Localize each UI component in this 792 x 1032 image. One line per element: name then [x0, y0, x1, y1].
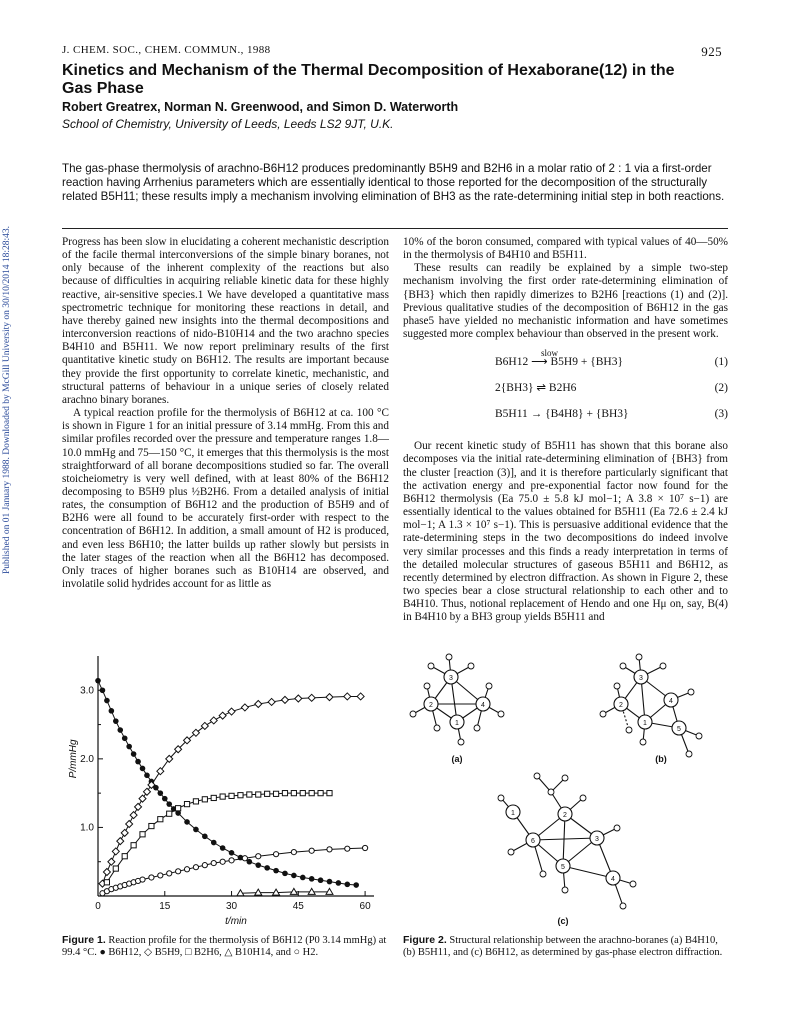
body-paragraph: Our recent kinetic study of B5H11 has shown that this borane also decomposes via the initial rate-determining elimination of {BH3} from the cluster [reaction (3)], and it is therefore particularly significant that the activation energy and pre-exponential factor now found for the B6H12 thermolysis (Ea 75.0 ± 5.8 kJ mol−1; A 3.8 × 10⁷ s−1) are essentially identical to the values obtained for B5H11 (Ea 72.6 ± 2.4 kJ mol−1; A 1.3 × 10⁷ s−1). This is persuasive additional evidence that the rate-determining steps in the two decompositions do indeed involve very similar processes and this finds a ready interpretation in terms of the detailed molecular structures of gaseous B5H11 and B6H12, as recently determined by electron diffraction. As shown in Figure 2, these two species bear a close structural relationship to each other and to B4H10. Thus, notional replacement of Hendo and one Hμ on, say, B(4) in B4H10 by a BH3 group yields B5H11 and: [403, 440, 728, 624]
data-point: [219, 712, 226, 719]
figure-2-label-b: (b): [655, 754, 667, 764]
x-tick-label: 45: [292, 901, 304, 912]
equation: B6H12 ⟶ B5H9 + {BH3}: [495, 356, 623, 369]
equation-rate-label: slow: [541, 348, 559, 359]
data-point: [327, 847, 332, 852]
reaction-profile-plot: [62, 648, 392, 928]
data-point: [176, 869, 181, 874]
body-column-left: [62, 236, 389, 591]
data-point: [104, 698, 110, 704]
data-point: [121, 829, 128, 836]
equation: 2{BH3} ⇌ B2H6: [495, 382, 577, 395]
data-point: [229, 793, 234, 798]
data-point: [242, 856, 247, 861]
data-point: [112, 848, 119, 855]
svg-text:6: 6: [531, 838, 535, 845]
data-point: [295, 695, 302, 702]
data-point: [336, 880, 342, 886]
data-point: [202, 863, 207, 868]
body-paragraph: These results can readily be explained by a simple two-step mechanism involving the first order rate-determining elimination of {BH3} which then rapidly dimerizes to B2H6 [reactions (1) and (2)]. Previous qualitative studies of the decomposition of B6H12 in the gas phase5 have yielded no mechanistic information and have sometimes suggested more complex behaviour than observed in the present work.: [403, 262, 728, 341]
data-point: [308, 694, 315, 701]
data-point: [158, 873, 163, 878]
svg-text:4: 4: [481, 702, 485, 709]
data-point: [117, 838, 124, 845]
data-point: [309, 848, 314, 853]
body-paragraph: Progress has been slow in elucidating a coherent mechanistic description of the facile thermal interconversions of the simple binary boranes, not only because of the inherent complexity of the reactions but also because of difficulties in acquiring reliable kinetic data for these highly reactive, air-sensitive species.1 We have developed a quantitative mass spectrometric technique for monitoring these reactions in detail, and have thereby gained new insights into the thermal decompositions and interconversion reactions of nido-B10H14 and the two arachno species B4H10 and B5H11. We now report preliminary results of the first quantitative kinetic study on B6H12. The results are important because they provide the first opportunity to correlate kinetic, mechanistic, and structural patterns of behaviour in a unique series of closely related arachno binary boranes.: [62, 236, 389, 406]
data-point: [309, 876, 315, 882]
data-point: [220, 859, 225, 864]
svg-text:1: 1: [643, 720, 647, 727]
figure-2-label-a: (a): [451, 754, 463, 764]
data-point: [193, 827, 199, 833]
svg-text:3: 3: [595, 836, 599, 843]
data-point: [131, 843, 136, 848]
data-point: [193, 865, 198, 870]
y-tick-label: 1.0: [80, 822, 94, 834]
figure-1-caption: [62, 934, 387, 959]
svg-text:5: 5: [677, 726, 681, 733]
equation-row: [403, 350, 728, 376]
data-point: [131, 751, 137, 757]
data-point: [202, 834, 208, 840]
x-axis-label: t/min: [225, 916, 247, 927]
data-point: [135, 803, 142, 810]
data-point: [264, 865, 270, 871]
body-column-right: [403, 236, 728, 624]
data-point: [211, 840, 217, 846]
equation-number: (2): [714, 382, 728, 395]
data-point: [228, 708, 235, 715]
data-point: [326, 694, 333, 701]
figure-2-caption: [403, 934, 728, 959]
caption-text: Reaction profile for the thermolysis of B6H12 (P0 3.14 mmHg) at 99.4 °C. ● B6H12, ◇ B5H9, □ B2H6, △ B10H14, and ○ H2.: [62, 935, 387, 959]
figure-2-structures: [403, 652, 728, 932]
data-point: [300, 875, 306, 881]
data-point: [126, 821, 133, 828]
data-point: [158, 790, 164, 796]
svg-text:2: 2: [619, 702, 623, 709]
data-point: [241, 704, 248, 711]
data-point: [344, 693, 351, 700]
data-point: [122, 854, 127, 859]
data-point: [255, 701, 262, 708]
body-paragraph: 10% of the boron consumed, compared with typical values of 40—50% in the thermolysis of B4H10 and B5H11.: [403, 236, 728, 262]
caption-label: Figure 1.: [62, 934, 106, 946]
data-point: [282, 791, 287, 796]
data-point: [166, 801, 172, 807]
data-point: [345, 846, 350, 851]
data-point: [291, 873, 297, 879]
structure-b6h12: [501, 776, 633, 906]
abstract-divider: [62, 228, 728, 229]
reaction-equations: [403, 350, 728, 428]
series-B10H14: [237, 888, 333, 895]
x-tick-label: 60: [359, 901, 371, 912]
data-point: [281, 696, 288, 703]
data-point: [327, 879, 333, 885]
x-tick-label: 30: [225, 901, 238, 912]
data-point: [130, 812, 137, 819]
data-point: [100, 687, 106, 693]
data-point: [162, 796, 168, 802]
page-number: 925: [701, 44, 722, 59]
y-axis-label: P/mmHg: [68, 739, 79, 779]
data-point: [220, 845, 226, 851]
author-affiliation: School of Chemistry, University of Leeds, Leeds LS2 9JT, U.K.: [62, 117, 394, 131]
svg-text:1: 1: [455, 720, 459, 727]
data-point: [184, 802, 189, 807]
series-line: [240, 892, 329, 893]
data-point: [211, 860, 216, 865]
data-point: [300, 791, 305, 796]
article-authors: Robert Greatrex, Norman N. Greenwood, and Simon D. Waterworth: [62, 100, 459, 114]
data-point: [210, 717, 217, 724]
data-point: [104, 880, 109, 885]
article-title: Kinetics and Mechanism of the Thermal Decomposition of Hexaborane(12) in the Gas Phase: [62, 62, 675, 97]
data-point: [357, 693, 364, 700]
x-tick-label: 15: [159, 901, 171, 912]
data-point: [229, 850, 235, 856]
figure-2-label-c: (c): [557, 916, 569, 926]
data-point: [184, 867, 189, 872]
data-point: [318, 877, 324, 883]
data-point: [238, 793, 243, 798]
data-point: [122, 735, 128, 741]
data-point: [109, 708, 115, 714]
running-header: [62, 44, 722, 60]
series-B6H12: [95, 678, 359, 888]
data-point: [282, 871, 288, 877]
data-point: [117, 727, 123, 733]
data-point: [135, 759, 141, 765]
y-tick-label: 3.0: [80, 685, 94, 697]
y-tick-label: 2.0: [80, 753, 94, 765]
data-point: [265, 791, 270, 796]
data-point: [193, 799, 198, 804]
svg-text:3: 3: [449, 675, 453, 682]
data-point: [113, 718, 119, 724]
data-point: [327, 791, 332, 796]
series-line: [102, 848, 365, 893]
data-point: [140, 766, 146, 772]
data-point: [176, 806, 181, 811]
x-tick-label: 0: [95, 901, 101, 912]
data-point: [318, 791, 323, 796]
data-point: [353, 882, 359, 888]
figure-1-chart: [62, 648, 392, 928]
data-point: [143, 788, 150, 795]
data-point: [149, 823, 154, 828]
svg-text:2: 2: [563, 812, 567, 819]
data-point: [362, 845, 367, 850]
data-point: [273, 868, 279, 874]
abstract: The gas-phase thermolysis of arachno-B6H12 produces predominantly B5H9 and B2H6 in a molar ratio of 2 : 1 via a first-order reaction having Arrhenius parameters which are essentially identical to those reported for the decomposition of the structurally related B5H11; these results imply a mechanism involving elimination of BH3 as the rate-determining initial step in both reactions.: [62, 162, 725, 203]
svg-text:5: 5: [561, 864, 565, 871]
data-point: [291, 791, 296, 796]
data-point: [256, 854, 261, 859]
data-point: [344, 882, 350, 888]
data-point: [157, 768, 164, 775]
body-paragraph: A typical reaction profile for the thermolysis of B6H12 at ca. 100 °C is shown in Figure 1 for an initial pressure of 3.14 mmHg. From this and similar profiles recorded over the pressure and temperature ranges 1.8—10.0 mmHg and 75—150 °C, it emerges that this thermolysis is the most straightforward of all borane decompositions studied so far. The overall stoicheiometry is very well defined, with at least 80% of the B6H12 decomposing to B5H9 plus ½B2H6. From a detailed analysis of initial rates, the consumption of B6H12 and the production of B5H9 and of B2H6 were all found to be accurately first-order with respect to the concentration of B6H12. In addition, a small amount of H2 is produced, and even less B6H10; the latter builds up rather slowly but persists in the later stages of the reaction when all the B6H12 has decomposed. Only traces of higher boranes such as B10H14 are observed, and involatile solid hydrides account for as little as: [62, 407, 389, 591]
data-point: [126, 744, 132, 750]
borane-structures-diagram: [403, 652, 728, 932]
equation: B5H11 → {B4H8} + {BH3}: [495, 408, 629, 421]
svg-text:2: 2: [429, 702, 433, 709]
data-point: [211, 795, 216, 800]
data-point: [220, 794, 225, 799]
caption-label: Figure 2.: [403, 934, 447, 946]
series-line: [98, 681, 356, 885]
data-point: [144, 773, 150, 779]
data-point: [291, 850, 296, 855]
data-point: [139, 795, 146, 802]
svg-text:3: 3: [639, 675, 643, 682]
publication-sidenote: Published on 01 January 1988. Downloaded by McGill University on 30/10/2014 18:28:43.: [2, 225, 12, 575]
svg-text:4: 4: [611, 876, 615, 883]
equation-number: (1): [714, 356, 728, 369]
data-point: [309, 791, 314, 796]
data-point: [273, 791, 278, 796]
data-point: [95, 678, 101, 684]
data-point: [255, 889, 262, 895]
data-point: [167, 811, 172, 816]
data-point: [184, 819, 190, 825]
data-point: [255, 862, 261, 868]
data-point: [108, 858, 115, 865]
svg-text:4: 4: [669, 698, 673, 705]
journal-reference: J. CHEM. SOC., CHEM. COMMUN., 1988: [62, 44, 271, 56]
caption-text: Structural relationship between the arachno-boranes (a) B4H10, (b) B5H11, and (c) B6H12, as determined by gas-phase electron diffraction.: [403, 935, 723, 959]
svg-text:1: 1: [511, 810, 515, 817]
data-point: [256, 792, 261, 797]
data-point: [268, 698, 275, 705]
data-point: [273, 852, 278, 857]
equation-row: [403, 402, 728, 428]
data-point: [140, 832, 145, 837]
data-point: [229, 858, 234, 863]
data-point: [149, 875, 154, 880]
data-point: [158, 817, 163, 822]
data-point: [247, 792, 252, 797]
data-point: [140, 877, 145, 882]
data-point: [202, 797, 207, 802]
equation-number: (3): [714, 408, 728, 421]
data-point: [103, 869, 110, 876]
data-point: [113, 866, 118, 871]
equation-row: [403, 376, 728, 402]
data-point: [167, 871, 172, 876]
